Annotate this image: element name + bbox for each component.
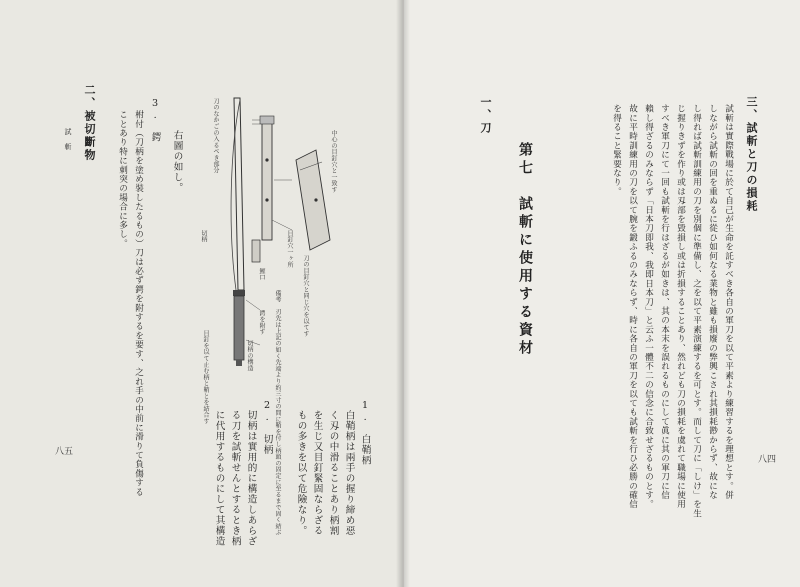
kirizuka-sheath xyxy=(262,120,272,240)
fig-label-tsuba: 鍔を附す xyxy=(258,310,265,336)
body-line-7: 故に平時訓練用の刀を以て腕を鍛ふるのみならず、時に各自の軍刀を以ても試斬を行ひ必勝の確信 xyxy=(627,104,638,509)
fig-label-center: 中心の目釘穴と一致す xyxy=(330,130,337,193)
item2-line-3: に代用するものにして其構造 xyxy=(213,410,225,547)
item2-line-1: 切柄は實用的に構造しあらざ xyxy=(245,410,257,547)
item1-line-4: もの多きを以て危險なり。 xyxy=(295,410,307,536)
measure-mark xyxy=(252,120,260,124)
tsuba-shape xyxy=(233,290,245,296)
kashira-shape xyxy=(236,360,242,366)
section-three-heading: 三、試斬と刀の損耗 xyxy=(745,96,758,213)
item1-title: 1. 白鞘柄 xyxy=(359,400,371,466)
fig-label-koiguchi: 鯉口 xyxy=(258,268,265,281)
fig-label-main: 刀のなかごの入るべき部分 xyxy=(212,98,219,174)
item3-line-2: ことあり特に刺突の場合に多し。 xyxy=(117,110,128,248)
item1-line-1: 白鞘柄は兩手の握り締め惡 xyxy=(343,410,355,536)
item1-line-2: く刄の中滑ることあり柄割 xyxy=(327,410,339,536)
item1-line-3: を生じ又目釘緊固ならざる xyxy=(311,410,323,536)
body-line-5: すべき軍刀にて一回も試斬を行はざるが如きは、其の本末を誤れるものにして眞に其の軍刀に信 xyxy=(659,104,670,500)
left-page-number: 八五 xyxy=(55,447,74,457)
right-page xyxy=(402,0,800,587)
running-head: 試 斬 xyxy=(64,128,72,151)
item2-tail: 右圖の如し。 xyxy=(171,130,183,193)
chapter-title: 第七 試斬に使用する資材 xyxy=(517,142,533,358)
body-line-1: 試斬は實際戰場に於て自己が生命を託すべき各自の軍刀を以て平素より練習するを理想とす。併 xyxy=(723,104,734,500)
kirizuka-collar xyxy=(260,116,274,124)
item3-line-1: 柎付（刀柄を塗め裝したるもの）刀は必ず鍔を附するを要す、之れ手の中前に滑りて負傷する xyxy=(133,110,144,497)
fig-label-fig: 切柄の構造 xyxy=(246,340,253,372)
fig-label-hint: 備考 刃先は上記の如く先端より約三寸の間に鞘を付し柄頭の固定に至るまで固く結ぶ xyxy=(274,290,281,536)
sword-diagram-svg xyxy=(200,90,340,410)
tsuka-shape xyxy=(234,296,244,360)
item2-title: 2. 切柄 xyxy=(261,400,273,456)
fig-label-tag: 切柄 xyxy=(200,230,207,243)
handle-mekugi-hole xyxy=(314,198,317,201)
book-gutter xyxy=(396,0,410,587)
subsection-heading: 一、刀 xyxy=(479,96,492,135)
fig-label-side: 目釘穴一ヶ所 xyxy=(286,230,293,268)
mekugi-peg xyxy=(252,240,260,262)
body-line-8: を得ること緊要なり。 xyxy=(611,104,622,196)
section-two-heading: 二、被切斷物 xyxy=(83,84,96,162)
item2-line-2: る刀を試斬せんとするとき柄 xyxy=(229,410,241,547)
body-line-3: し得れば試斬訓練用の刀を別個に準備し、之を以て平素演練するを可とす。而して刀に「しけ」を生 xyxy=(691,104,702,518)
body-line-6: 賴し得ざるのみならず「日本刀即我、我即日本刀」と云ふ一體不二の信念に合致せざるものとす。 xyxy=(643,104,654,509)
body-line-4: じ握りきずを作り或は刄部を毀損し或は折損することあり、然れども刀の損耗を虞れて職場に使用 xyxy=(675,104,686,509)
right-page-number: 八四 xyxy=(758,455,777,465)
fig-label-bottom: 目釘を以て止む柄と鞘とを結合す xyxy=(202,330,209,425)
fig-label-side2: 刀の目釘穴と同じ穴を以てす xyxy=(302,255,309,337)
body-line-2: しながら試斬の回を重ぬるに從ひ如何なる業物と雖も損廢の弊興こされ其損耗尠からず、故にな xyxy=(707,104,718,500)
mekugi-hole-1 xyxy=(265,158,268,161)
item3-title: 3. 鍔 xyxy=(149,98,161,143)
mekugi-hole-2 xyxy=(265,198,268,201)
